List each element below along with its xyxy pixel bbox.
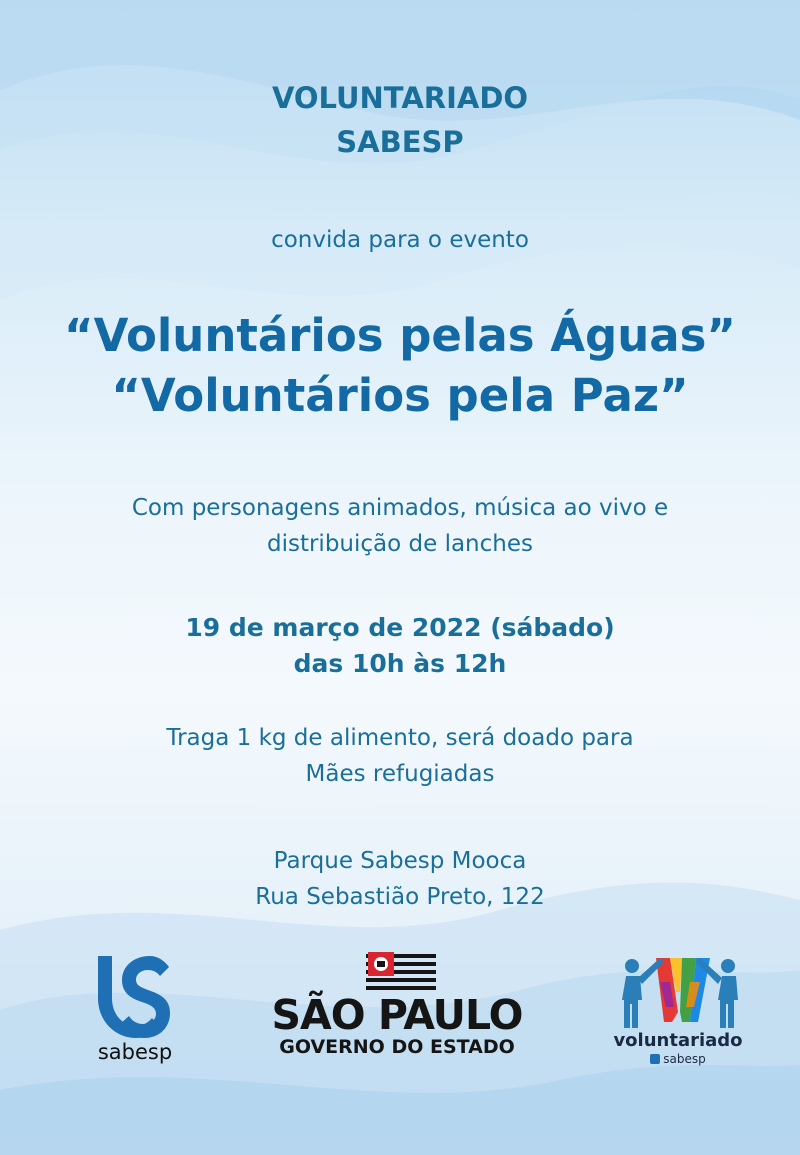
sabesp-wordmark: sabesp [97, 1040, 173, 1064]
voluntariado-logo [598, 952, 758, 1072]
invite-text: convida para o evento [271, 227, 529, 253]
sabesp-icon [90, 950, 180, 1040]
donation-note [0, 720, 800, 792]
voluntariado-subtitle [598, 1052, 758, 1066]
date-line-2: das 10h às 12h [293, 649, 507, 678]
organization-line-1: VOLUNTARIADO [271, 81, 529, 115]
event-title [0, 306, 800, 426]
volunteers-icon [598, 952, 758, 1030]
description-line-2: distribuição de lanches [266, 531, 533, 557]
location-line-2: Rua Sebastião Preto, 122 [255, 884, 545, 910]
saopaulo-subtitle: GOVERNO DO ESTADO [279, 1036, 515, 1058]
sp-flag-icon [366, 952, 436, 994]
event-date [0, 610, 800, 682]
description-line-1: Com personagens animados, música ao vivo e [131, 495, 669, 521]
location-line-1: Parque Sabesp Mooca [273, 848, 527, 874]
voluntariado-subtitle-text: sabesp [663, 1052, 706, 1066]
saopaulo-name: SÃO PAULO [271, 991, 523, 1039]
event-description [0, 490, 800, 562]
date-line-1: 19 de março de 2022 (sábado) [185, 613, 615, 642]
organization-line-2: SABESP [336, 125, 464, 159]
event-location [0, 843, 800, 915]
sabesp-logo [90, 950, 180, 1070]
donation-line-2: Mães refugiadas [305, 761, 495, 787]
voluntariado-wordmark: voluntariado [613, 1030, 743, 1051]
donation-line-1: Traga 1 kg de alimento, será doado para [166, 725, 634, 751]
sabesp-mini-icon [650, 1054, 660, 1064]
organization-name [0, 76, 800, 164]
event-title-line-1: “Voluntários pelas Águas” [64, 309, 736, 362]
event-title-line-2: “Voluntários pela Paz” [111, 369, 689, 422]
saopaulo-government-logo [258, 952, 536, 1062]
